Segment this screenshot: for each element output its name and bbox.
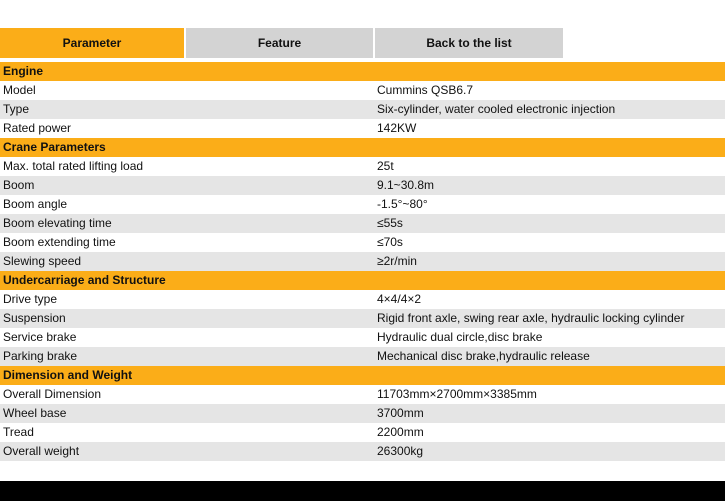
param-value: Rigid front axle, swing rear axle, hydraulic locking cylinder <box>377 311 685 325</box>
param-label: Drive type <box>3 292 58 306</box>
spec-table <box>0 62 725 461</box>
section-header <box>0 62 725 81</box>
param-value: 9.1~30.8m <box>377 178 435 192</box>
param-label: Max. total rated lifting load <box>3 159 144 173</box>
param-label: Overall Dimension <box>3 387 102 401</box>
param-value: 26300kg <box>377 444 424 458</box>
param-value: Hydraulic dual circle,disc brake <box>377 330 543 344</box>
param-label: Boom angle <box>3 197 68 211</box>
param-label: Model <box>3 83 36 97</box>
tab-bar <box>0 28 725 58</box>
param-value: 142KW <box>377 121 417 135</box>
table-row <box>0 100 725 119</box>
section-title: Engine <box>3 64 44 78</box>
param-label: Slewing speed <box>3 254 82 268</box>
param-value: 25t <box>377 159 394 173</box>
table-row <box>0 176 725 195</box>
param-value: Mechanical disc brake,hydraulic release <box>377 349 590 363</box>
table-row <box>0 404 725 423</box>
table-row <box>0 195 725 214</box>
table-row <box>0 81 725 100</box>
table-row <box>0 328 725 347</box>
param-label: Boom extending time <box>3 235 116 249</box>
table-row <box>0 290 725 309</box>
footer-bar <box>0 481 725 501</box>
section-title: Crane Parameters <box>3 140 106 154</box>
param-value: 3700mm <box>377 406 424 420</box>
param-label: Suspension <box>3 311 66 325</box>
table-row <box>0 214 725 233</box>
param-value: 2200mm <box>377 425 424 439</box>
section-title: Dimension and Weight <box>3 368 133 382</box>
section-header <box>0 271 725 290</box>
param-value: 11703mm×2700mm×3385mm <box>377 387 537 401</box>
param-label: Type <box>3 102 30 116</box>
param-label: Parking brake <box>3 349 78 363</box>
param-value: ≤70s <box>377 235 403 249</box>
table-row <box>0 119 725 138</box>
table-row <box>0 157 725 176</box>
param-label: Rated power <box>3 121 72 135</box>
param-label: Boom elevating time <box>3 216 112 230</box>
param-value: -1.5°~80° <box>377 197 428 211</box>
param-value: ≥2r/min <box>377 254 417 268</box>
param-label: Service brake <box>3 330 77 344</box>
back-to-list-button[interactable]: Back to the list <box>375 28 563 58</box>
table-row <box>0 385 725 404</box>
tab-feature[interactable]: Feature <box>186 28 373 58</box>
table-row <box>0 442 725 461</box>
param-value: 4×4/4×2 <box>377 292 422 306</box>
section-header <box>0 366 725 385</box>
section-title: Undercarriage and Structure <box>3 273 166 287</box>
param-label: Overall weight <box>3 444 80 458</box>
param-label: Boom <box>3 178 35 192</box>
param-value: Six-cylinder, water cooled electronic injection <box>377 102 616 116</box>
param-label: Tread <box>3 425 34 439</box>
table-row <box>0 252 725 271</box>
param-value: ≤55s <box>377 216 403 230</box>
tab-parameter[interactable]: Parameter <box>0 28 184 58</box>
table-row <box>0 423 725 442</box>
param-value: Cummins QSB6.7 <box>377 83 474 97</box>
param-label: Wheel base <box>3 406 67 420</box>
table-row <box>0 309 725 328</box>
table-row <box>0 347 725 366</box>
table-row <box>0 233 725 252</box>
section-header <box>0 138 725 157</box>
